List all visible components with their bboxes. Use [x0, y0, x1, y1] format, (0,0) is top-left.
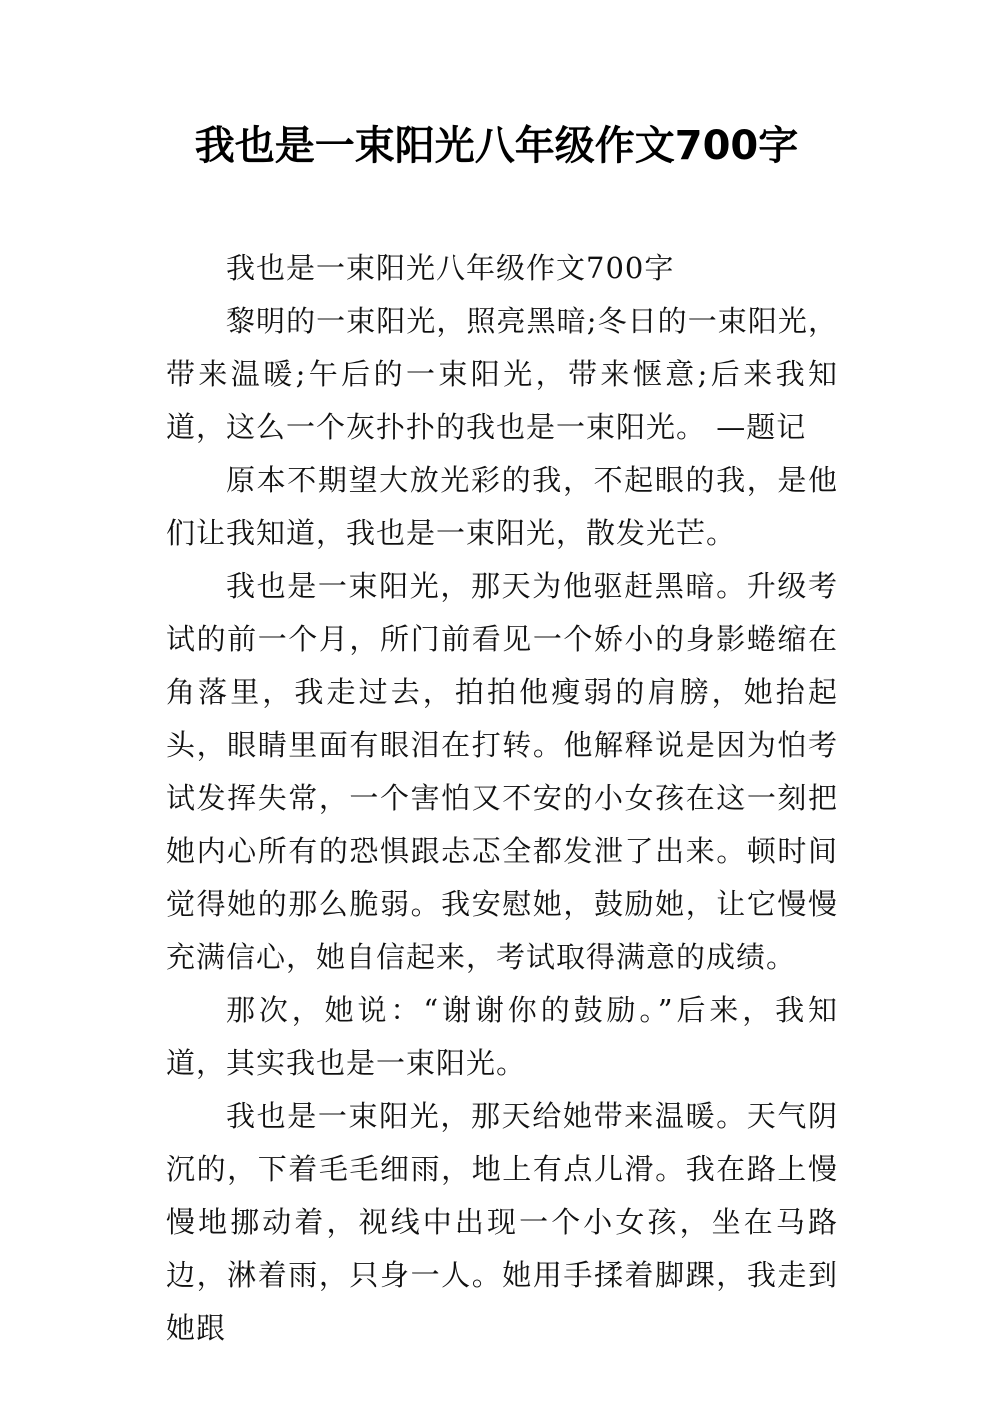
paragraph-epigraph: 黎明的一束阳光，照亮黑暗;冬日的一束阳光，带来温暖;午后的一束阳光，带来惬意;后来我知道，这么一个灰扑扑的我也是一束阳光。 —题记	[166, 304, 838, 444]
paragraph: 我也是一束阳光，那天为他驱赶黑暗。升级考试的前一个月，所门前看见一个娇小的身影蜷缩在角落里，我走过去，拍拍他瘦弱的肩膀，她抬起头，眼睛里面有眼泪在打转。他解释说是因为怕考试发挥失常，一个害怕又不安的小女孩在这一刻把她内心所有的恐惧跟忐忑全都发泄了出来。顿时间觉得她的那么脆弱。我安慰她，鼓励她，让它慢慢充满信心，她自信起来，考试取得满意的成绩。	[166, 569, 838, 974]
paragraph-subtitle: 我也是一束阳光八年级作文700字	[226, 251, 675, 285]
paragraph: 那次，她说：“谢谢你的鼓励。”后来，我知道，其实我也是一束阳光。	[166, 993, 838, 1080]
document-title: 我也是一束阳光八年级作文700字	[194, 123, 799, 169]
paragraph: 我也是一束阳光，那天给她带来温暖。天气阴沉的，下着毛毛细雨，地上有点儿滑。我在路上慢慢地挪动着，视线中出现一个小女孩，坐在马路边，淋着雨，只身一人。她用手揉着脚踝，我走到她跟	[166, 1099, 838, 1345]
paragraph: 原本不期望大放光彩的我，不起眼的我，是他们让我知道，我也是一束阳光，散发光芒。	[166, 463, 838, 550]
document-body	[166, 242, 838, 1355]
